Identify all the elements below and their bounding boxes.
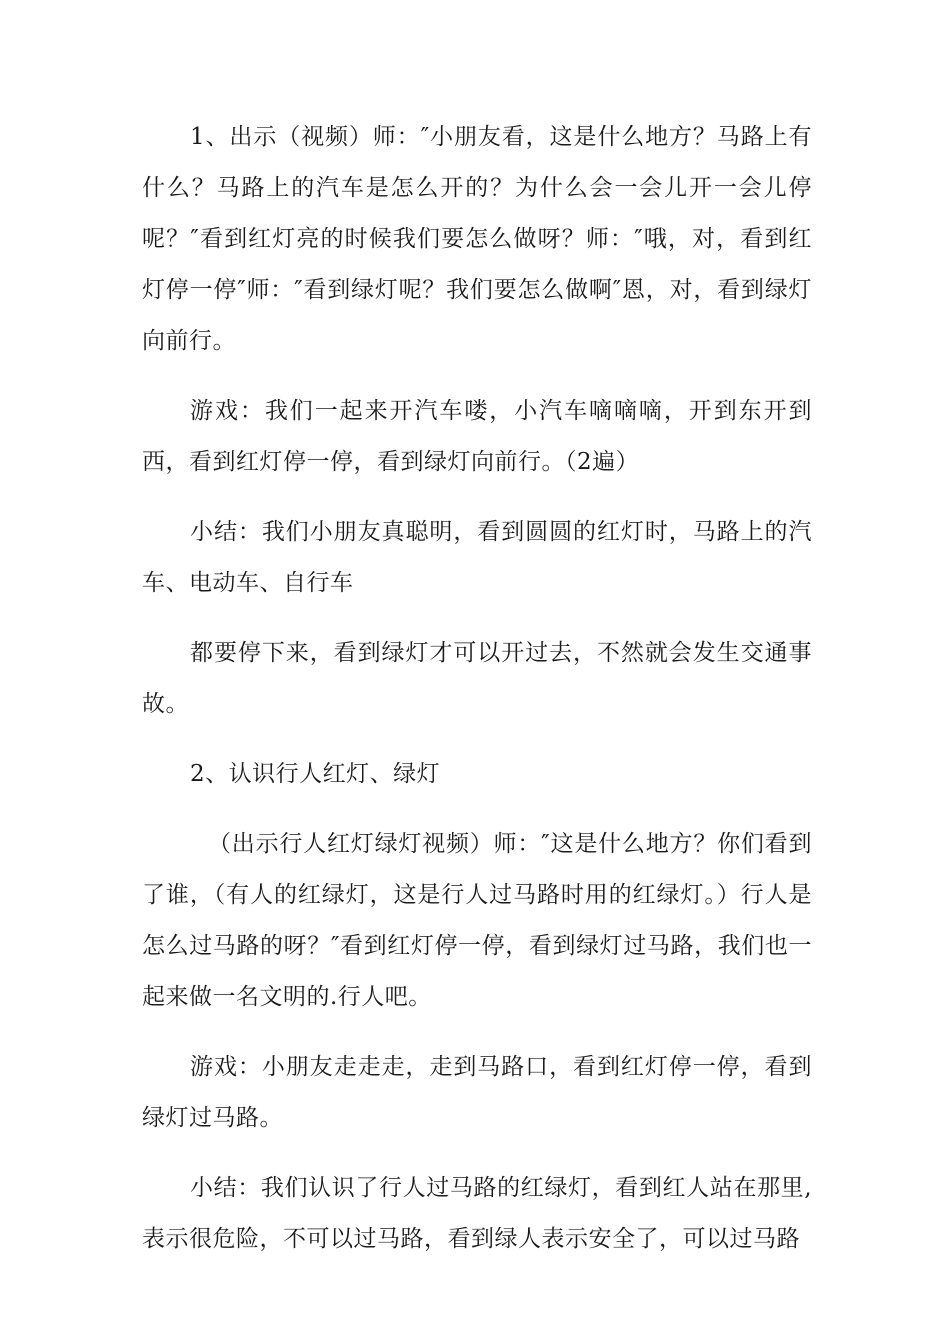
paragraph-summary-pedestrian: 小结：我们认识了行人过马路的红绿灯，看到红人站在那里,表示很危险，不可以过马路，看到绿人表示安全了，可以过马路 <box>142 1175 812 1252</box>
paragraph-summary-stop: 都要停下来，看到绿灯才可以开过去，不然就会发生交通事故。 <box>142 640 812 717</box>
document-page <box>142 112 812 1284</box>
paragraph-pedestrian-video: （出示行人红灯绿灯视频）师：″这是什么地方？你们看到了谁，（有人的红绿灯，这是行人过马路时用的红绿灯。）行人是怎么过马路的呀？″看到红灯停一停，看到绿灯过马路，我们也一起来做一名文明的.行人吧。 <box>142 831 812 1010</box>
paragraph-section-pedestrian-lights: 2、认识行人红灯、绿灯 <box>190 761 441 787</box>
paragraph-car-game: 游戏：我们一起来开汽车喽，小汽车嘀嘀嘀，开到东开到西，看到红灯停一停，看到绿灯向前行。（2遍） <box>142 398 812 475</box>
paragraph-summary-vehicles: 小结：我们小朋友真聪明，看到圆圆的红灯时，马路上的汽车、电动车、自行车 <box>142 519 812 596</box>
paragraph-show-video: 1、出示（视频）师：″小朋友看，这是什么地方？马路上有什么？马路上的汽车是怎么开的？为什么会一会儿开一会儿停呢？″看到红灯亮的时候我们要怎么做呀？师：″哦，对，看到红灯停一停″师：″看到绿灯呢？我们要怎么做啊″恩，对，看到绿灯向前行。 <box>142 124 812 354</box>
paragraph-walking-game: 游戏：小朋友走走走，走到马路口，看到红灯停一停，看到绿灯过马路。 <box>142 1054 812 1131</box>
